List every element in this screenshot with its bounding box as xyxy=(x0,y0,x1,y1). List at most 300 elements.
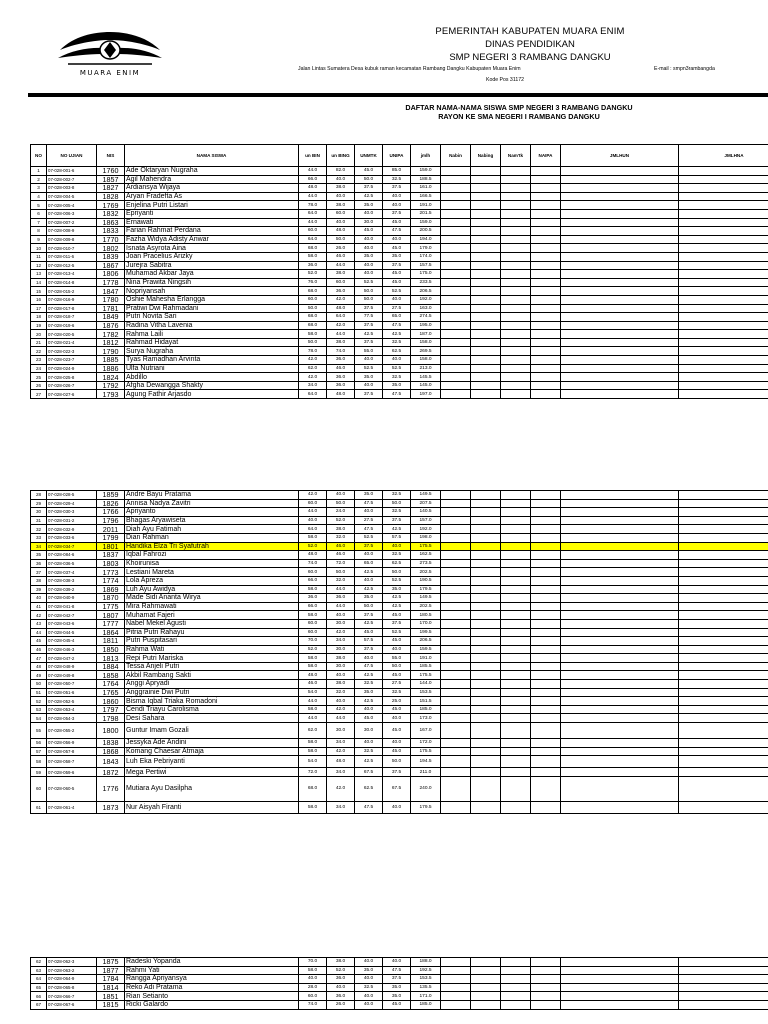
table-cell: 23 xyxy=(31,356,47,365)
empty-cell xyxy=(531,192,561,201)
table-cell: Rangga Apriyansya xyxy=(125,975,299,984)
table-cell: 198.0 xyxy=(411,533,441,542)
empty-cell xyxy=(501,542,531,551)
table-cell: 48.0 xyxy=(327,304,355,313)
table-cell: 35 xyxy=(31,551,47,560)
empty-cell xyxy=(501,381,531,390)
empty-cell xyxy=(679,958,768,967)
table-cell: 60 xyxy=(31,776,47,801)
table-cell: 52.5 xyxy=(355,533,383,542)
table-cell: 40.0 xyxy=(355,705,383,714)
table-cell: Made Sidi Ananta Wirya xyxy=(125,594,299,603)
table-row xyxy=(31,654,768,663)
empty-cell xyxy=(531,975,561,984)
empty-cell xyxy=(679,705,768,714)
empty-cell xyxy=(471,244,501,253)
empty-cell xyxy=(679,381,768,390)
table-cell: 1778 xyxy=(97,278,125,287)
empty-cell xyxy=(679,313,768,322)
empty-cell xyxy=(561,801,679,813)
empty-cell xyxy=(471,218,501,227)
empty-cell xyxy=(531,723,561,739)
table-cell: 56 xyxy=(31,739,47,748)
empty-cell xyxy=(501,594,531,603)
empty-cell xyxy=(471,338,501,347)
table-cell: Bhagas Aryawiseta xyxy=(125,516,299,525)
table-cell: 66.0 xyxy=(299,576,327,585)
empty-cell xyxy=(441,356,471,365)
empty-cell xyxy=(531,619,561,628)
table-cell: 170.0 xyxy=(411,619,441,628)
table-cell: 68.0 xyxy=(299,313,327,322)
table-cell: 35.0 xyxy=(355,201,383,210)
table-cell: 159.0 xyxy=(411,167,441,176)
table-cell: 206.5 xyxy=(411,287,441,296)
empty-cell xyxy=(561,645,679,654)
postal-code: Kode Pos 31172 xyxy=(486,77,524,83)
table-cell: 175.0 xyxy=(411,270,441,279)
table-cell: 200.5 xyxy=(411,227,441,236)
table-cell: 185.0 xyxy=(411,705,441,714)
table-cell: 41 xyxy=(31,602,47,611)
table-cell: 1769 xyxy=(97,201,125,210)
table-cell: 45.0 xyxy=(383,705,411,714)
table-cell: 18 xyxy=(31,313,47,322)
table-cell: 26 xyxy=(31,381,47,390)
table-cell: 172.0 xyxy=(411,739,441,748)
empty-cell xyxy=(471,227,501,236)
table-row xyxy=(31,516,768,525)
table-cell: 4 xyxy=(31,192,47,201)
table-cell: 47.5 xyxy=(383,321,411,330)
table-cell: 37.5 xyxy=(383,184,411,193)
empty-cell xyxy=(531,287,561,296)
empty-cell xyxy=(531,516,561,525)
table-cell: 32.5 xyxy=(383,551,411,560)
table-cell: 40.0 xyxy=(355,958,383,967)
empty-cell xyxy=(561,568,679,577)
table-cell: 07-028-022-3 xyxy=(47,347,97,356)
table-row xyxy=(31,330,768,339)
empty-cell xyxy=(531,697,561,706)
table-cell: 58.0 xyxy=(299,654,327,663)
table-cell: 40.0 xyxy=(355,235,383,244)
table-row xyxy=(31,167,768,176)
table-cell: Muhamat Fajeri xyxy=(125,611,299,620)
table-cell: Ernawati xyxy=(125,218,299,227)
table-cell: 194.0 xyxy=(411,235,441,244)
table-cell: 42.5 xyxy=(355,568,383,577)
empty-cell xyxy=(679,542,768,551)
table-cell: 07-028-065-8 xyxy=(47,983,97,992)
empty-cell xyxy=(441,714,471,723)
table-cell: 1858 xyxy=(97,671,125,680)
empty-cell xyxy=(501,714,531,723)
table-cell: 157.5 xyxy=(411,261,441,270)
table-cell: 1824 xyxy=(97,373,125,382)
table-cell: 35.0 xyxy=(355,491,383,500)
table-cell: 179.0 xyxy=(411,244,441,253)
empty-cell xyxy=(531,705,561,714)
table-cell: 52.5 xyxy=(355,364,383,373)
title-line-1: DAFTAR NAMA-NAMA SISWA SMP NEGERI 3 RAMBANG DANGKU xyxy=(405,103,633,112)
table-cell: Pitria Putri Rahayu xyxy=(125,628,299,637)
table-cell: 07-028-038-3 xyxy=(47,576,97,585)
table-cell: 40.0 xyxy=(327,192,355,201)
table-cell: 77.5 xyxy=(355,313,383,322)
table-cell: 153.5 xyxy=(411,688,441,697)
table-cell: 10 xyxy=(31,244,47,253)
empty-cell xyxy=(679,278,768,287)
empty-cell xyxy=(679,801,768,813)
table-cell: 43 xyxy=(31,619,47,628)
empty-cell xyxy=(501,983,531,992)
empty-cell xyxy=(561,508,679,517)
table-cell: 161.0 xyxy=(411,184,441,193)
table-cell: 66.0 xyxy=(299,175,327,184)
table-cell: Luh Ayu Awidya xyxy=(125,585,299,594)
empty-cell xyxy=(441,278,471,287)
empty-cell xyxy=(441,958,471,967)
empty-cell xyxy=(561,381,679,390)
table-cell: 1869 xyxy=(97,585,125,594)
empty-cell xyxy=(531,602,561,611)
empty-cell xyxy=(531,654,561,663)
table-cell: 45.0 xyxy=(383,611,411,620)
table-row xyxy=(31,304,768,313)
empty-cell xyxy=(531,576,561,585)
table-cell: Radina Vitha Lavenia xyxy=(125,321,299,330)
empty-cell xyxy=(441,637,471,646)
table-cell: 1859 xyxy=(97,491,125,500)
table-cell: Dian Rahman xyxy=(125,533,299,542)
empty-cell xyxy=(531,739,561,748)
table-cell: 50.0 xyxy=(383,499,411,508)
column-header: Nabing xyxy=(471,145,501,167)
table-cell: Iqbal Fahrozi xyxy=(125,551,299,560)
table-cell: Ardiansya Wijaya xyxy=(125,184,299,193)
empty-cell xyxy=(501,525,531,534)
empty-cell xyxy=(531,218,561,227)
table-cell: 1793 xyxy=(97,390,125,399)
column-header: JMLHNA xyxy=(679,145,768,167)
column-header: UNIPA xyxy=(383,145,411,167)
empty-cell xyxy=(441,983,471,992)
table-cell: 40.0 xyxy=(383,958,411,967)
empty-cell xyxy=(441,756,471,768)
empty-cell xyxy=(501,739,531,748)
table-cell: 1776 xyxy=(97,776,125,801)
table-cell: 58.0 xyxy=(299,966,327,975)
table-cell: Agung Fathir Arjasdo xyxy=(125,390,299,399)
empty-cell xyxy=(471,975,501,984)
table-cell: 52.5 xyxy=(383,576,411,585)
table-cell: 202.5 xyxy=(411,568,441,577)
empty-cell xyxy=(471,776,501,801)
table-cell: 42.5 xyxy=(355,585,383,594)
empty-cell xyxy=(471,533,501,542)
empty-cell xyxy=(441,966,471,975)
table-cell: 45.0 xyxy=(383,723,411,739)
government-line: PEMERINTAH KABUPATEN MUARA ENIM xyxy=(435,26,625,37)
table-cell: 07-028-026-7 xyxy=(47,381,97,390)
empty-cell xyxy=(441,768,471,777)
table-cell: 42.0 xyxy=(299,373,327,382)
empty-cell xyxy=(471,304,501,313)
table-cell: 1849 xyxy=(97,313,125,322)
empty-cell xyxy=(531,776,561,801)
table-cell: 32.5 xyxy=(383,508,411,517)
empty-cell xyxy=(561,559,679,568)
table-cell: 50.0 xyxy=(327,568,355,577)
table-cell: 42.0 xyxy=(327,295,355,304)
empty-cell xyxy=(531,364,561,373)
table-row xyxy=(31,983,768,992)
table-cell: 44.0 xyxy=(327,714,355,723)
empty-cell xyxy=(471,747,501,756)
table-row xyxy=(31,235,768,244)
empty-cell xyxy=(501,184,531,193)
empty-cell xyxy=(501,287,531,296)
empty-cell xyxy=(561,338,679,347)
empty-cell xyxy=(679,654,768,663)
empty-cell xyxy=(531,594,561,603)
empty-cell xyxy=(441,680,471,689)
table-cell: 65.0 xyxy=(383,313,411,322)
table-cell: 33 xyxy=(31,533,47,542)
empty-cell xyxy=(441,611,471,620)
empty-cell xyxy=(561,671,679,680)
table-cell: 190.5 xyxy=(411,576,441,585)
empty-cell xyxy=(679,347,768,356)
empty-cell xyxy=(679,756,768,768)
empty-cell xyxy=(561,167,679,176)
empty-cell xyxy=(679,390,768,399)
table-cell: 42.5 xyxy=(355,697,383,706)
table-cell: 44.0 xyxy=(299,167,327,176)
table-row xyxy=(31,747,768,756)
table-cell: 46.0 xyxy=(327,551,355,560)
column-header: UNMTK xyxy=(355,145,383,167)
empty-cell xyxy=(471,645,501,654)
column-header: NAMA SISWA xyxy=(125,145,299,167)
empty-cell xyxy=(561,680,679,689)
table-cell: 40.0 xyxy=(355,551,383,560)
empty-cell xyxy=(679,662,768,671)
table-cell: 42.0 xyxy=(327,321,355,330)
table-cell: 44.0 xyxy=(299,218,327,227)
table-cell: 48.0 xyxy=(327,390,355,399)
table-cell: 24 xyxy=(31,364,47,373)
table-cell: Radeski Yopanda xyxy=(125,958,299,967)
empty-cell xyxy=(561,516,679,525)
table-cell: 07-028-062-3 xyxy=(47,958,97,967)
empty-cell xyxy=(531,330,561,339)
empty-cell xyxy=(471,491,501,500)
table-cell: 40.0 xyxy=(383,192,411,201)
empty-cell xyxy=(441,662,471,671)
empty-cell xyxy=(501,801,531,813)
table-cell: Jurejra Sabitra xyxy=(125,261,299,270)
table-cell: 1827 xyxy=(97,184,125,193)
table-cell: Annisa Nadya Zavitri xyxy=(125,499,299,508)
empty-cell xyxy=(679,508,768,517)
table-cell: 40.0 xyxy=(327,175,355,184)
table-cell: 1857 xyxy=(97,175,125,184)
empty-cell xyxy=(501,278,531,287)
table-cell: 40.0 xyxy=(355,992,383,1001)
table-cell: 07-028-001-6 xyxy=(47,167,97,176)
empty-cell xyxy=(441,602,471,611)
table-cell: Rahma Laili xyxy=(125,330,299,339)
table-cell: 1765 xyxy=(97,688,125,697)
table-row xyxy=(31,585,768,594)
empty-cell xyxy=(531,261,561,270)
table-cell: 159.5 xyxy=(411,645,441,654)
empty-cell xyxy=(441,739,471,748)
empty-cell xyxy=(679,287,768,296)
table-cell: 07-028-061-4 xyxy=(47,801,97,813)
empty-cell xyxy=(561,347,679,356)
empty-cell xyxy=(501,201,531,210)
table-cell: 35.0 xyxy=(383,381,411,390)
table-cell: 07-028-050-7 xyxy=(47,680,97,689)
table-cell: 35.0 xyxy=(383,585,411,594)
table-cell: 54.0 xyxy=(299,688,327,697)
table-cell: 45.0 xyxy=(383,218,411,227)
title-line-2: RAYON KE SMA NEGERI I RAMBANG DANGKU xyxy=(438,112,600,121)
empty-cell xyxy=(679,992,768,1001)
empty-cell xyxy=(471,602,501,611)
table-cell: 58.0 xyxy=(299,662,327,671)
empty-cell xyxy=(501,167,531,176)
table-cell: 07-028-015-2 xyxy=(47,287,97,296)
table-row xyxy=(31,697,768,706)
table-cell: 62.0 xyxy=(299,364,327,373)
table-cell: 14 xyxy=(31,278,47,287)
table-row xyxy=(31,270,768,279)
empty-cell xyxy=(679,714,768,723)
table-cell: 37.5 xyxy=(355,338,383,347)
table-cell: Farian Rahmat Perdana xyxy=(125,227,299,236)
empty-cell xyxy=(531,568,561,577)
table-cell: 21 xyxy=(31,338,47,347)
table-cell: 07-028-007-2 xyxy=(47,218,97,227)
table-cell: 30.0 xyxy=(327,645,355,654)
table-cell: 44 xyxy=(31,628,47,637)
table-cell: 1884 xyxy=(97,662,125,671)
table-cell: 8 xyxy=(31,227,47,236)
table-row xyxy=(31,347,768,356)
empty-cell xyxy=(501,619,531,628)
school-name-line: SMP NEGERI 3 RAMBANG DANGKU xyxy=(449,52,611,63)
table-cell: 07-028-025-8 xyxy=(47,373,97,382)
empty-cell xyxy=(531,585,561,594)
table-cell: 37.5 xyxy=(355,321,383,330)
empty-cell xyxy=(531,756,561,768)
empty-cell xyxy=(561,244,679,253)
empty-cell xyxy=(441,381,471,390)
table-cell: 60.0 xyxy=(299,295,327,304)
table-cell: 44.0 xyxy=(299,697,327,706)
table-cell: Isnata Asyrota Aina xyxy=(125,244,299,253)
empty-cell xyxy=(471,1000,501,1009)
table-cell: 39 xyxy=(31,585,47,594)
empty-cell xyxy=(531,304,561,313)
table-cell: 40.0 xyxy=(383,714,411,723)
empty-cell xyxy=(561,184,679,193)
table-cell: 192.5 xyxy=(411,966,441,975)
table-cell: 46.0 xyxy=(327,364,355,373)
table-cell: 40.0 xyxy=(355,244,383,253)
table-cell: 07-028-003-8 xyxy=(47,184,97,193)
table-row xyxy=(31,244,768,253)
empty-cell xyxy=(501,209,531,218)
table-cell: 273.5 xyxy=(411,559,441,568)
table-row xyxy=(31,645,768,654)
empty-cell xyxy=(531,992,561,1001)
empty-cell xyxy=(531,525,561,534)
table-cell: 47.5 xyxy=(383,390,411,399)
table-cell: 13 xyxy=(31,270,47,279)
table-cell: 19 xyxy=(31,321,47,330)
table-cell: 50.0 xyxy=(327,499,355,508)
table-cell: 36.0 xyxy=(299,594,327,603)
table-cell: 11 xyxy=(31,252,47,261)
empty-cell xyxy=(531,628,561,637)
table-cell: 44.0 xyxy=(299,714,327,723)
table-cell: 47.5 xyxy=(355,525,383,534)
empty-cell xyxy=(501,330,531,339)
empty-cell xyxy=(531,499,561,508)
table-cell: 20 xyxy=(31,330,47,339)
table-cell: 166.5 xyxy=(411,192,441,201)
table-cell: 38 xyxy=(31,576,47,585)
column-header: Nabin xyxy=(441,145,471,167)
table-cell: 32.0 xyxy=(327,688,355,697)
table-cell: 52.0 xyxy=(299,270,327,279)
table-cell: 07-028-047-2 xyxy=(47,654,97,663)
table-cell: Joan Pracelius Arizky xyxy=(125,252,299,261)
empty-cell xyxy=(531,966,561,975)
table-cell: 1799 xyxy=(97,533,125,542)
table-cell: 55 xyxy=(31,723,47,739)
table-row xyxy=(31,628,768,637)
empty-cell xyxy=(531,278,561,287)
table-row xyxy=(31,508,768,517)
table-cell: 36.0 xyxy=(327,356,355,365)
empty-cell xyxy=(441,227,471,236)
empty-cell xyxy=(679,209,768,218)
empty-cell xyxy=(561,637,679,646)
table-row xyxy=(31,714,768,723)
empty-cell xyxy=(679,338,768,347)
table-cell: 158.0 xyxy=(411,356,441,365)
empty-cell xyxy=(471,313,501,322)
student-table-1 xyxy=(30,144,768,399)
empty-cell xyxy=(561,714,679,723)
table-cell: 52.5 xyxy=(383,287,411,296)
empty-cell xyxy=(441,975,471,984)
table-cell: 70.0 xyxy=(299,637,327,646)
table-cell: 36.0 xyxy=(327,373,355,382)
table-cell: 233.5 xyxy=(411,278,441,287)
table-cell: 38.0 xyxy=(327,525,355,534)
table-cell: 1774 xyxy=(97,576,125,585)
table-row xyxy=(31,756,768,768)
table-cell: 37.5 xyxy=(355,390,383,399)
empty-cell xyxy=(471,321,501,330)
